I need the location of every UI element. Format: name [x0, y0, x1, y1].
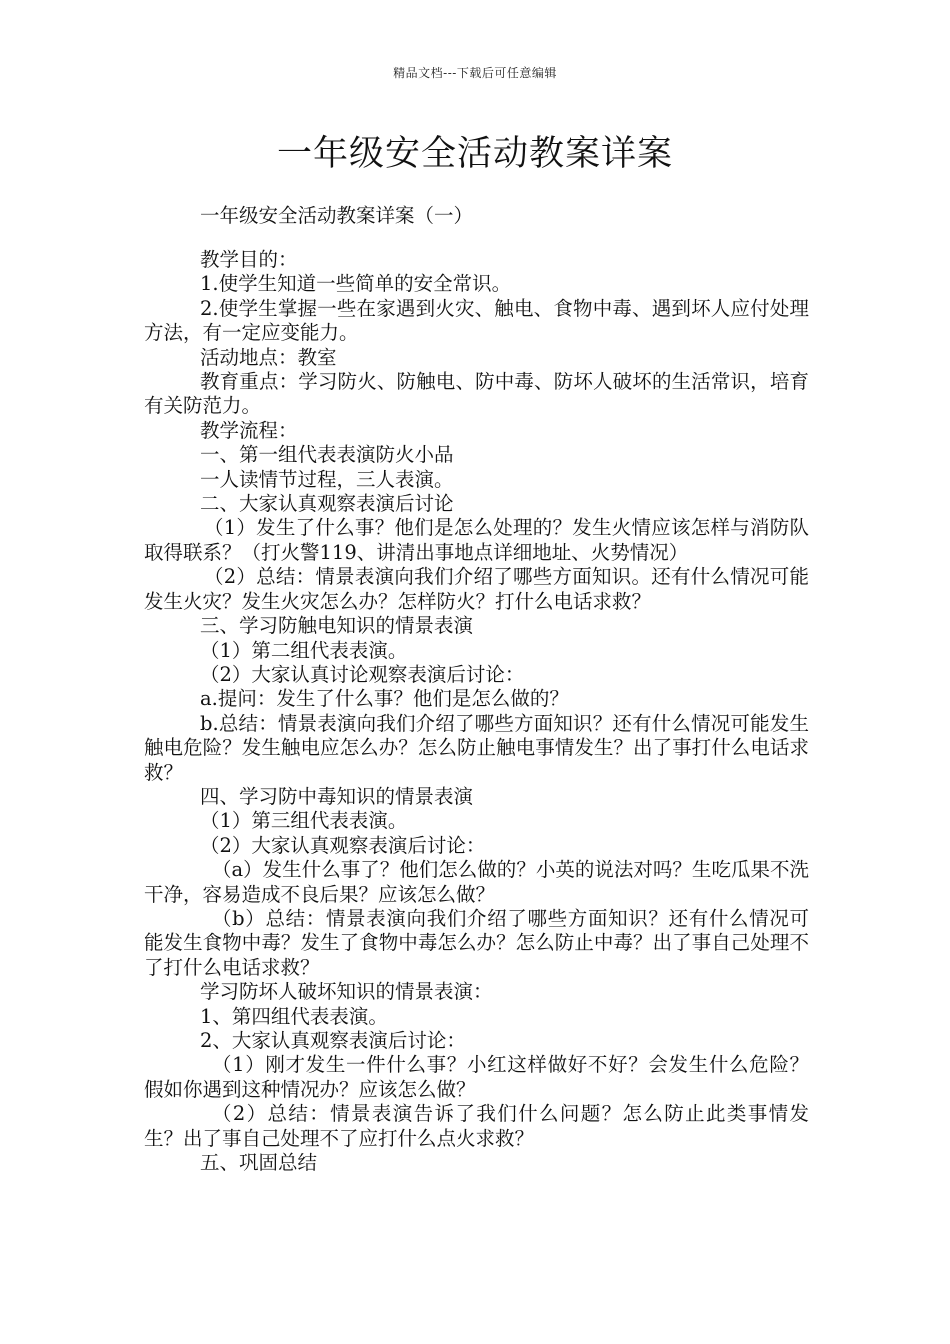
document-subtitle: 一年级安全活动教案详案（一） [200, 204, 474, 227]
body-paragraph: （1）第二组代表表演。 [200, 638, 408, 662]
body-paragraph: 五、巩固总结 [200, 1151, 318, 1175]
body-paragraph: （a）发生什么事了？他们怎么做的？小英的说法对吗？生吃瓜果不洗干净，容易造成不良后果？应该怎么做？ [144, 858, 809, 906]
body-paragraph: （1）刚才发生一件什么事？小红这样做好不好？会发生什么危险？假如你遇到这种情况办？应该怎么做？ [144, 1053, 809, 1101]
body-paragraph: （b）总结：情景表演向我们介绍了哪些方面知识？还有什么情况可能发生食物中毒？发生了食物中毒怎么办？怎么防止中毒？出了事自己处理不了打什么电话求救？ [144, 906, 809, 979]
body-paragraph: （2）大家认真观察表演后讨论： [200, 833, 486, 857]
body-paragraph: 2、大家认真观察表演后讨论： [200, 1029, 466, 1052]
body-paragraph: （2）总结：情景表演向我们介绍了哪些方面知识。还有什么情况可能发生火灾？发生火灾怎么办？怎样防火？打什么电话求救？ [144, 565, 809, 613]
body-paragraph: （1）发生了什么事？他们是怎么处理的？发生火情应该怎样与消防队取得联系？（打火警119、讲清出事地点详细地址、火势情况） [144, 516, 809, 564]
body-paragraph: 活动地点：教室 [200, 345, 337, 369]
body-paragraph: 一、第一组代表表演防火小品 [200, 443, 454, 467]
document-body [144, 248, 809, 1175]
header-note: 精品文档---下载后可任意编辑 [393, 66, 557, 80]
body-paragraph: （2）大家认真讨论观察表演后讨论： [200, 662, 525, 686]
body-paragraph: 四、学习防中毒知识的情景表演 [200, 784, 474, 808]
body-paragraph: （1）第三组代表表演。 [200, 809, 408, 833]
body-paragraph: b.总结：情景表演向我们介绍了哪些方面知识？还有什么情况可能发生触电危险？发生触电应怎么办？怎么防止触电事情发生？出了事打什么电话求救？ [144, 711, 809, 784]
document-title: 一年级安全活动教案详案 [276, 134, 673, 174]
body-paragraph: 三、学习防触电知识的情景表演 [200, 614, 474, 638]
body-paragraph: 教学目的： [200, 248, 298, 271]
body-paragraph: 教学流程： [200, 418, 298, 442]
body-paragraph: （2）总结：情景表演告诉了我们什么问题？怎么防止此类事情发生？出了事自己处理不了应打什么点火求救？ [144, 1102, 809, 1150]
body-paragraph: 1、第四组代表表演。 [200, 1004, 388, 1028]
body-paragraph: 1.使学生知道一些简单的安全常识。 [200, 272, 512, 296]
body-paragraph: 二、大家认真观察表演后讨论 [200, 492, 454, 516]
body-paragraph: 一人读情节过程，三人表演。 [200, 467, 454, 491]
body-paragraph: a.提问：发生了什么事？他们是怎么做的？ [200, 687, 569, 711]
body-paragraph: 2.使学生掌握一些在家遇到火灾、触电、食物中毒、遇到坏人应付处理方法，有一定应变能力。 [144, 296, 809, 345]
body-paragraph: 教育重点：学习防火、防触电、防中毒、防坏人破坏的生活常识，培育有关防范力。 [144, 370, 809, 418]
body-paragraph: 学习防坏人破坏知识的情景表演： [200, 980, 493, 1004]
